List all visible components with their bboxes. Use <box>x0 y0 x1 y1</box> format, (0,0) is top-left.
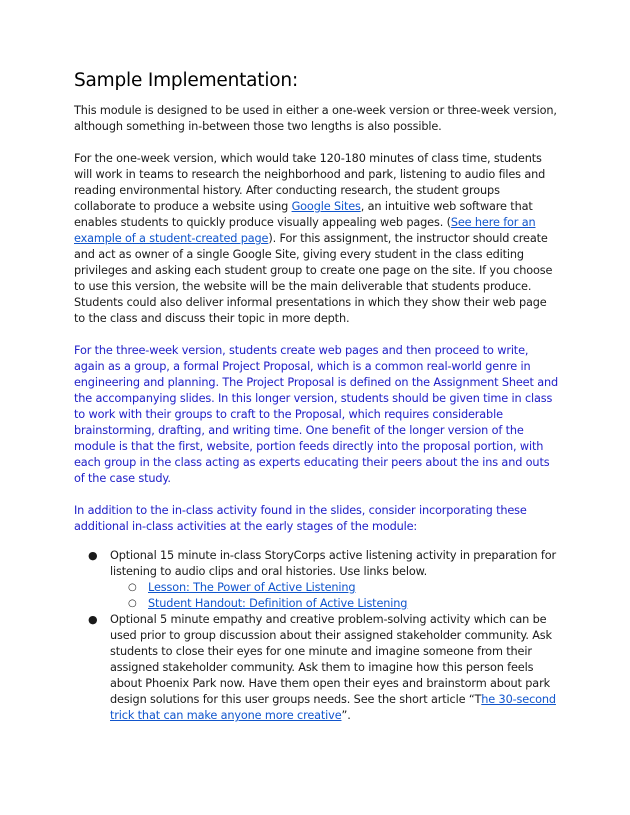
student-page-example-link[interactable]: See here for an example of a student-created page <box>74 216 536 245</box>
creative-trick-article-link[interactable]: he 30-second trick that can make anyone more creative <box>110 693 556 722</box>
sub-bullet-icon: ○ <box>128 582 137 593</box>
additional-activities-paragraph: In addition to the in-class activity found in the slides, consider incorporating these additional in-class activities at the early stages of the module: <box>74 504 527 533</box>
sub-bullet-icon: ○ <box>128 598 137 609</box>
bullet-icon: ● <box>88 549 98 562</box>
one-week-text-1: For the one-week version, which would take 120-180 minutes of class time, students will work in teams to research the neighborhood and park, listening to audio files and reading environmental history. After conducting research, the student groups collaborate to produce a website using <box>74 152 546 213</box>
storycorps-links-list <box>110 580 558 612</box>
list-item <box>110 596 558 612</box>
empathy-activity-text: Optional 5 minute empathy and creative problem-solving activity which can be used prior to group discussion about their assigned stakeholder community. Ask students to close their eyes for one minute and imagine someone from their assigned stakeholder community. Ask them to imagine how this person feels about Phoenix Park now. Have them open their eyes and brainstorm about park design solutions for this user groups needs. See the short article “T <box>110 613 552 706</box>
one-week-text-3: ). For this assignment, the instructor should create and act as owner of a single Google Site, giving every student in the class editing privileges and asking each student group to create one page on the site. If you choose to use this version, the website will be the main deliverable that students produce. Students could also deliver informal presentations in which they show their web page to the class and discuss their topic in more depth. <box>74 232 553 325</box>
list-item <box>74 548 558 612</box>
storycorps-activity-text: Optional 15 minute in-class StoryCorps active listening activity in preparation for listening to audio clips and oral histories. Use links below. <box>110 549 557 578</box>
active-listening-handout-link[interactable]: Student Handout: Definition of Active Listening <box>148 597 408 610</box>
one-week-paragraph <box>74 151 558 327</box>
intro-paragraph: This module is designed to be used in either a one-week version or three-week version, although something in-between those two lengths is also possible. <box>74 104 557 133</box>
activities-list <box>74 548 558 724</box>
google-sites-link[interactable]: Google Sites <box>291 200 361 213</box>
three-week-paragraph: For the three-week version, students create web pages and then proceed to write, again as a group, a formal Project Proposal, which is a common real-world genre in engineering and planning. The Project Proposal is defined on the Assignment Sheet and the accompanying slides. In this longer version, students should be given time in class to work with their groups to craft to the Proposal, which requires considerable brainstorming, drafting, and writing time. One benefit of the longer version of the module is that the first, website, portion feeds directly into the proposal portion, with each group in the class acting as experts educating their peers about the ins and outs of the case study. <box>74 344 558 485</box>
page-title: Sample Implementation: <box>74 70 298 91</box>
list-item <box>74 612 558 724</box>
list-item <box>110 580 558 596</box>
one-week-text-2: , an intuitive web software that enables students to quickly produce visually appealing web pages. ( <box>74 200 533 229</box>
active-listening-lesson-link[interactable]: Lesson: The Power of Active Listening <box>148 581 356 594</box>
bullet-icon: ● <box>88 613 98 626</box>
empathy-activity-end: ”. <box>341 709 351 722</box>
